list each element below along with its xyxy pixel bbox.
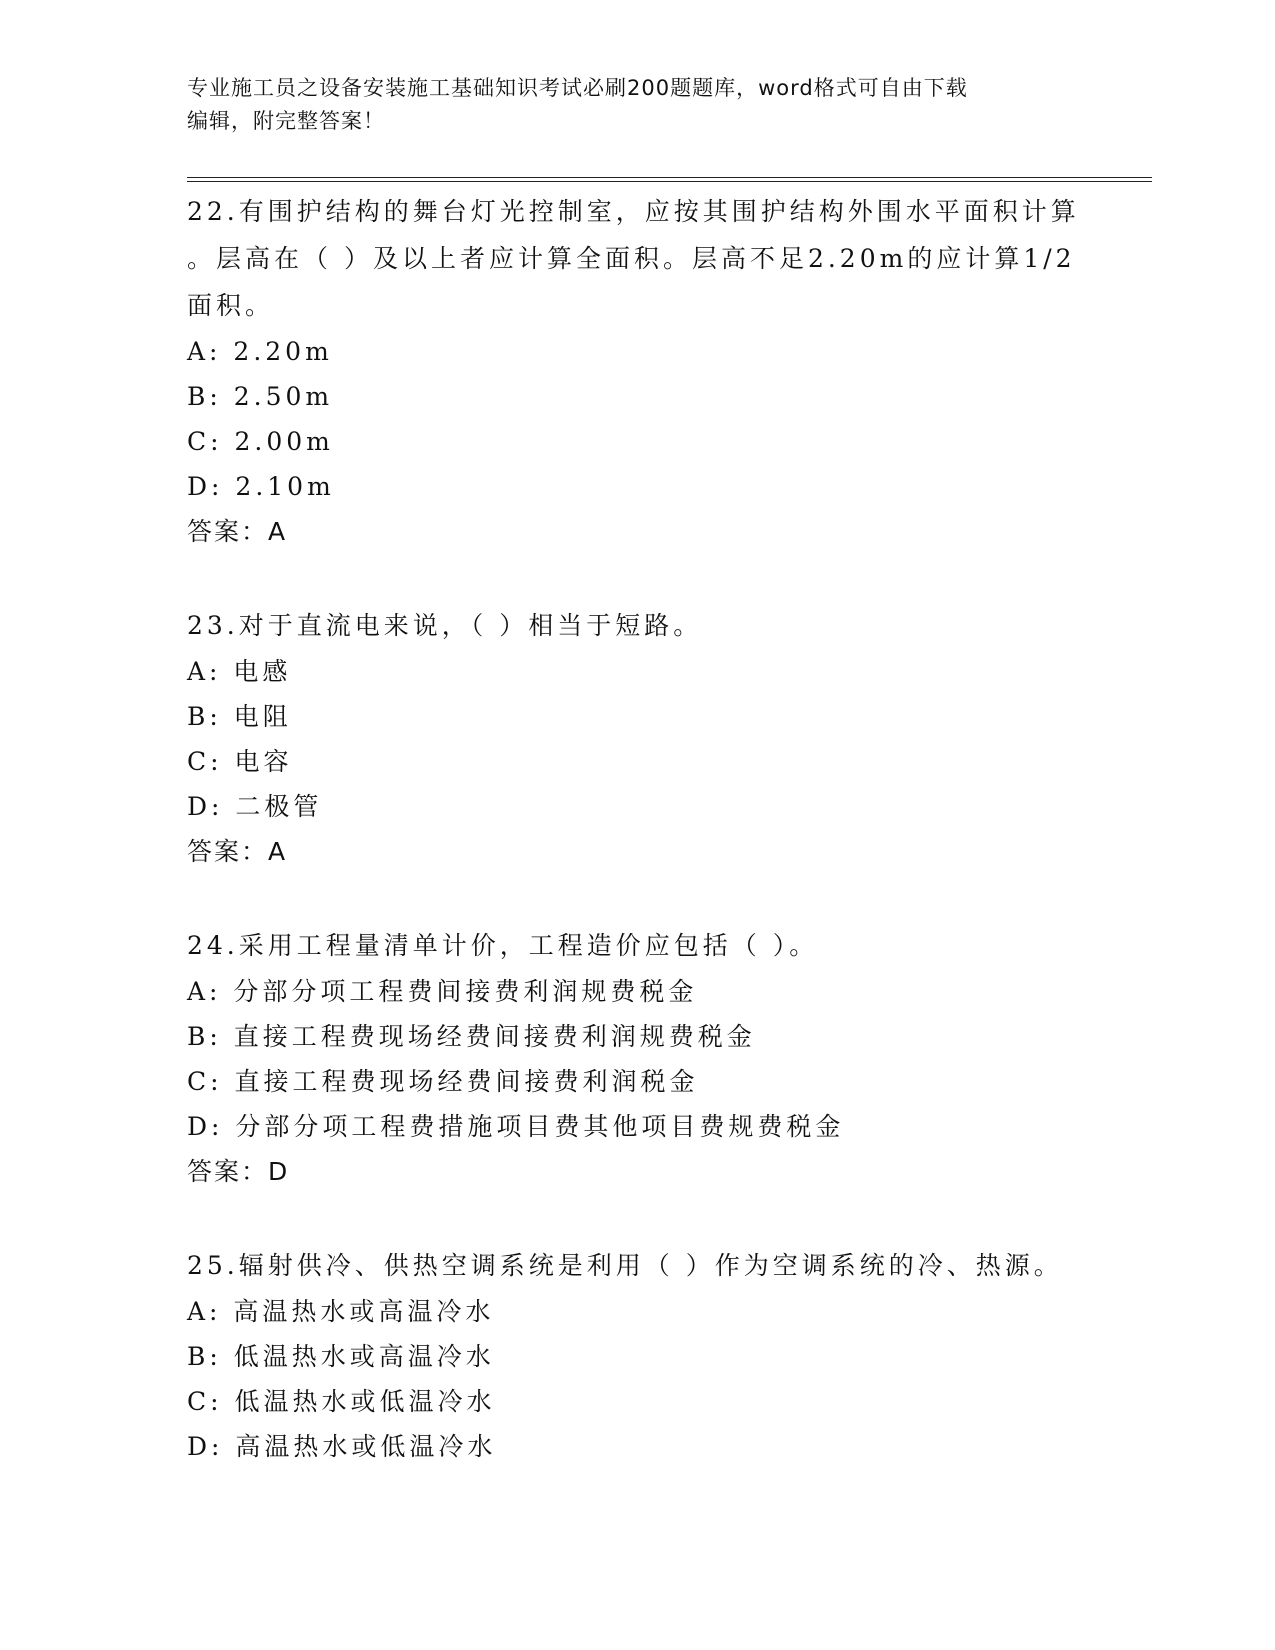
- option-c: C: 直接工程费现场经费间接费利润税金: [187, 1067, 699, 1096]
- option-d: D: 二极管: [187, 792, 323, 821]
- question-stem-line: 面积。: [187, 291, 275, 320]
- question-25: [187, 1242, 1087, 1469]
- header-title-line-1: 专业施工员之设备安装施工基础知识考试必刷200题题库，word格式可自由下载: [187, 76, 968, 100]
- option-b: B: 2.50m: [187, 382, 334, 411]
- question-stem-line: 。层高在（ ）及以上者应计算全面积。层高不足2.20m的应计算1/2: [187, 244, 1076, 273]
- header-title-line-2: 编辑，附完整答案！: [187, 109, 385, 133]
- option-a: A: 高温热水或高温冷水: [187, 1297, 495, 1326]
- question-stem-line: 23.对于直流电来说，（ ）相当于短路。: [187, 611, 703, 640]
- answer-line: 答案：A: [187, 837, 288, 866]
- option-a: A: 电感: [187, 657, 292, 686]
- option-d: D: 2.10m: [187, 472, 335, 501]
- question-list: [187, 188, 1087, 1516]
- question-22: [187, 188, 1087, 555]
- option-d: D: 高温热水或低温冷水: [187, 1432, 497, 1461]
- option-a: A: 2.20m: [187, 337, 333, 366]
- option-b: B: 直接工程费现场经费间接费利润规费税金: [187, 1022, 756, 1051]
- answer-line: 答案：D: [187, 1157, 290, 1186]
- option-c: C: 低温热水或低温冷水: [187, 1387, 496, 1416]
- question-stem-line: 24.采用工程量清单计价，工程造价应包括（ ）。: [187, 931, 819, 960]
- option-d: D: 分部分项工程费措施项目费其他项目费规费税金: [187, 1112, 845, 1141]
- header-divider-top: [187, 177, 1152, 178]
- option-a: A: 分部分项工程费间接费利润规费税金: [187, 977, 698, 1006]
- document-header: [187, 72, 1087, 138]
- option-b: B: 电阻: [187, 702, 292, 731]
- question-23: [187, 602, 1087, 875]
- header-divider-bottom: [187, 181, 1152, 182]
- option-c: C: 2.00m: [187, 427, 334, 456]
- question-stem-line: 22.有围护结构的舞台灯光控制室，应按其围护结构外围水平面积计算: [187, 197, 1080, 226]
- question-stem-line: 25.辐射供冷、供热空调系统是利用（ ）作为空调系统的冷、热源。: [187, 1251, 1063, 1280]
- option-b: B: 低温热水或高温冷水: [187, 1342, 495, 1371]
- question-24: [187, 922, 1087, 1195]
- answer-line: 答案：A: [187, 517, 288, 546]
- option-c: C: 电容: [187, 747, 293, 776]
